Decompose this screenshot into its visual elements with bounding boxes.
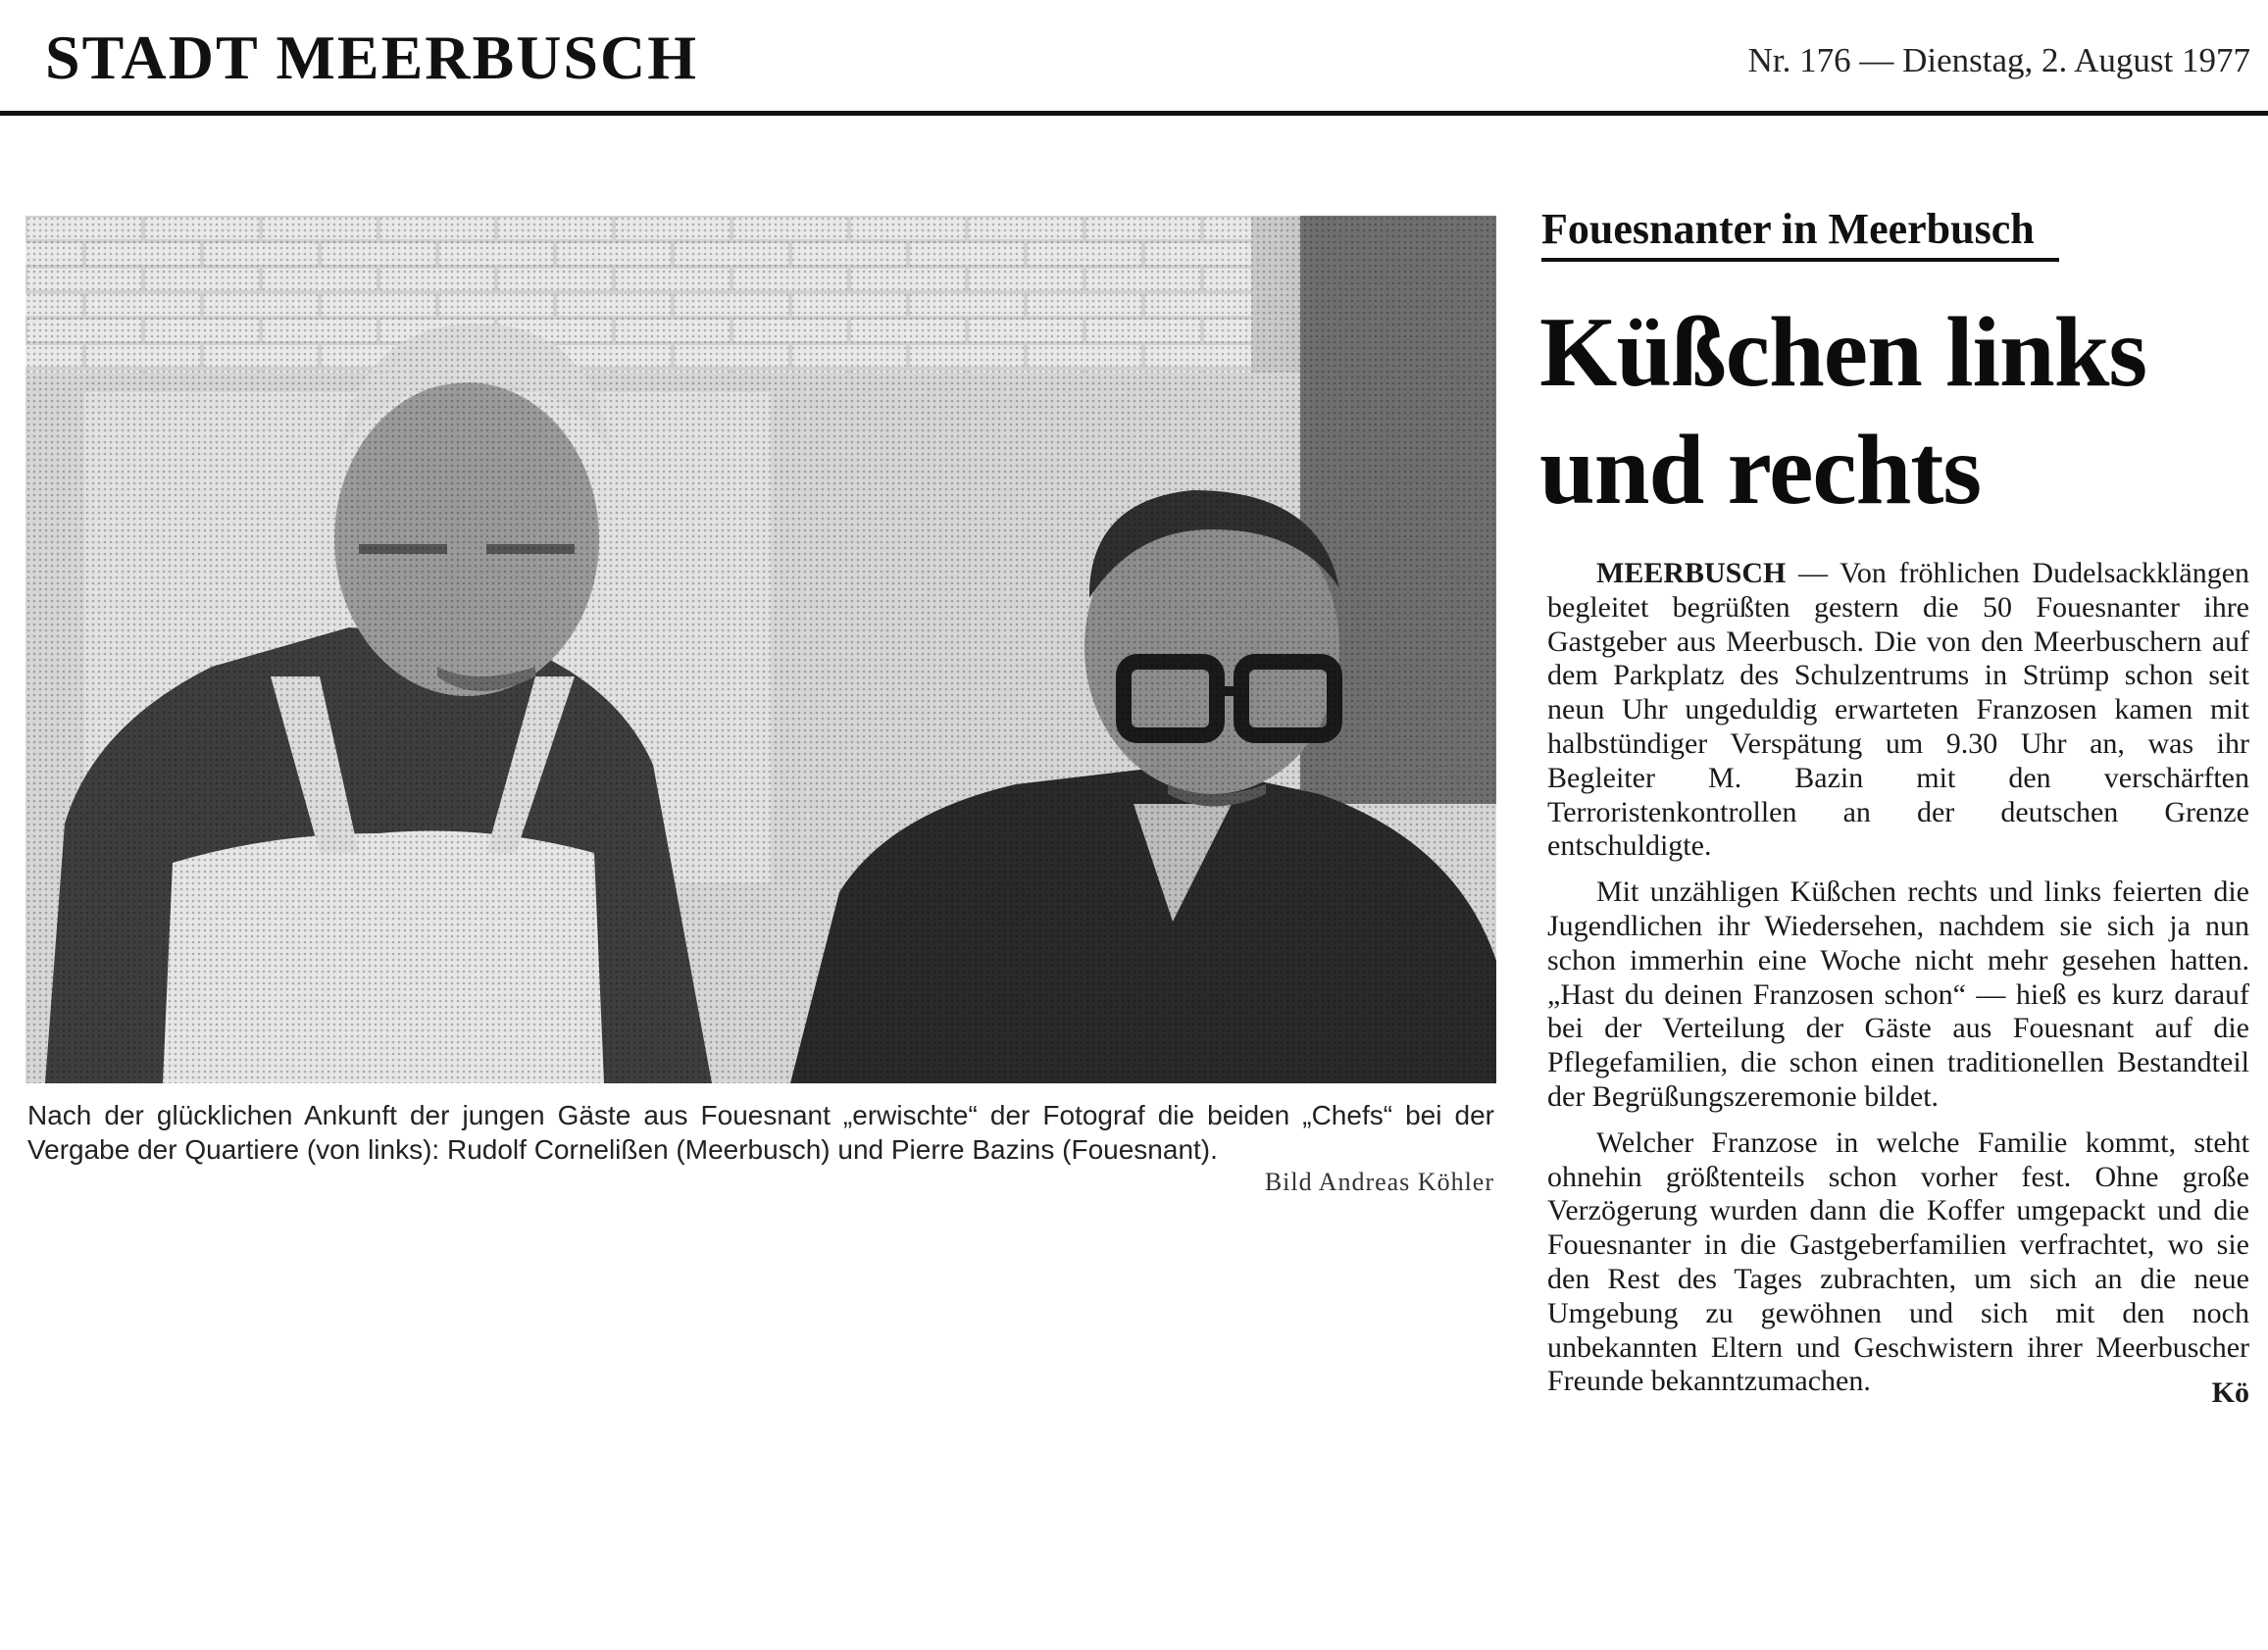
- article-paragraph: Mit unzähligen Küßchen rechts und links feierten die Jugendlichen ihr Wiedersehen, nachdem sie sich ja nun schon immerhin eine Woche nicht mehr gesehen hatten. „Hast du deinen Franzosen schon“ — hieß es kurz darauf bei der Verteilung der Gäste aus Fouesnant auf die Pflegefamilien, die schon einen traditionellen Bestandteil der Begrüßungszeremonie bildet.: [1547, 875, 2249, 1113]
- masthead-title: STADT MEERBUSCH: [45, 23, 698, 92]
- article-kicker: Fouesnanter in Meerbusch: [1541, 205, 2035, 253]
- author-initials: Kö: [2211, 1376, 2249, 1410]
- article-body: [1547, 557, 2249, 1411]
- issue-dateline: Nr. 176 — Dienstag, 2. August 1977: [1747, 41, 2250, 79]
- headline-line-1: Küßchen links: [1539, 297, 2147, 408]
- photo-illustration: [25, 216, 1496, 1083]
- photo-credit: Bild Andreas Köhler: [1264, 1168, 1494, 1196]
- dateline: MEERBUSCH: [1596, 557, 1787, 589]
- article-paragraph: [1547, 557, 2249, 864]
- masthead-rule: [0, 111, 2268, 116]
- article-headline: [1539, 294, 2226, 529]
- kicker-rule: [1541, 258, 2059, 262]
- photo-caption: Nach der glücklichen Ankunft der jungen Gäste aus Fouesnant „erwischte“ der Fotograf die beiden „Chefs“ bei der Vergabe der Quartiere (von links): Rudolf Cornelißen (Meerbusch) und Pierre Bazins (Fouesnant).: [27, 1100, 1494, 1165]
- paragraph-text: — Von fröhlichen Dudelsackklängen begleitet begrüßten gestern die 50 Fouesnanter ihre Gastgeber aus Meerbusch. Die von den Meerbuschern auf dem Parkplatz des Schulzentrums in Strümp schon seit neun Uhr ungeduldig erwarteten Franzosen kamen mit halbstündiger Verspätung um 9.30 Uhr an, was ihr Begleiter M. Bazin mit den verschärften Terroristenkontrollen an der deutschen Grenze entschuldigte.: [1547, 557, 2250, 863]
- article-paragraph: Welcher Franzose in welche Familie kommt, steht ohnehin größtenteils schon vorher fest. Ohne große Verzögerung wurden dann die Koffer umgepackt und die Fouesnanter in die Gastgeberfamilien verfrachtet, wo sie den Rest des Tages zubrachten, um sich an die neue Umgebung zu gewöhnen und sich mit den noch unbekannten Eltern und Geschwistern ihrer Meerbuscher Freunde bekanntzumachen.: [1547, 1125, 2249, 1398]
- headline-line-2: und rechts: [1539, 415, 1982, 525]
- news-photo: [25, 216, 1496, 1083]
